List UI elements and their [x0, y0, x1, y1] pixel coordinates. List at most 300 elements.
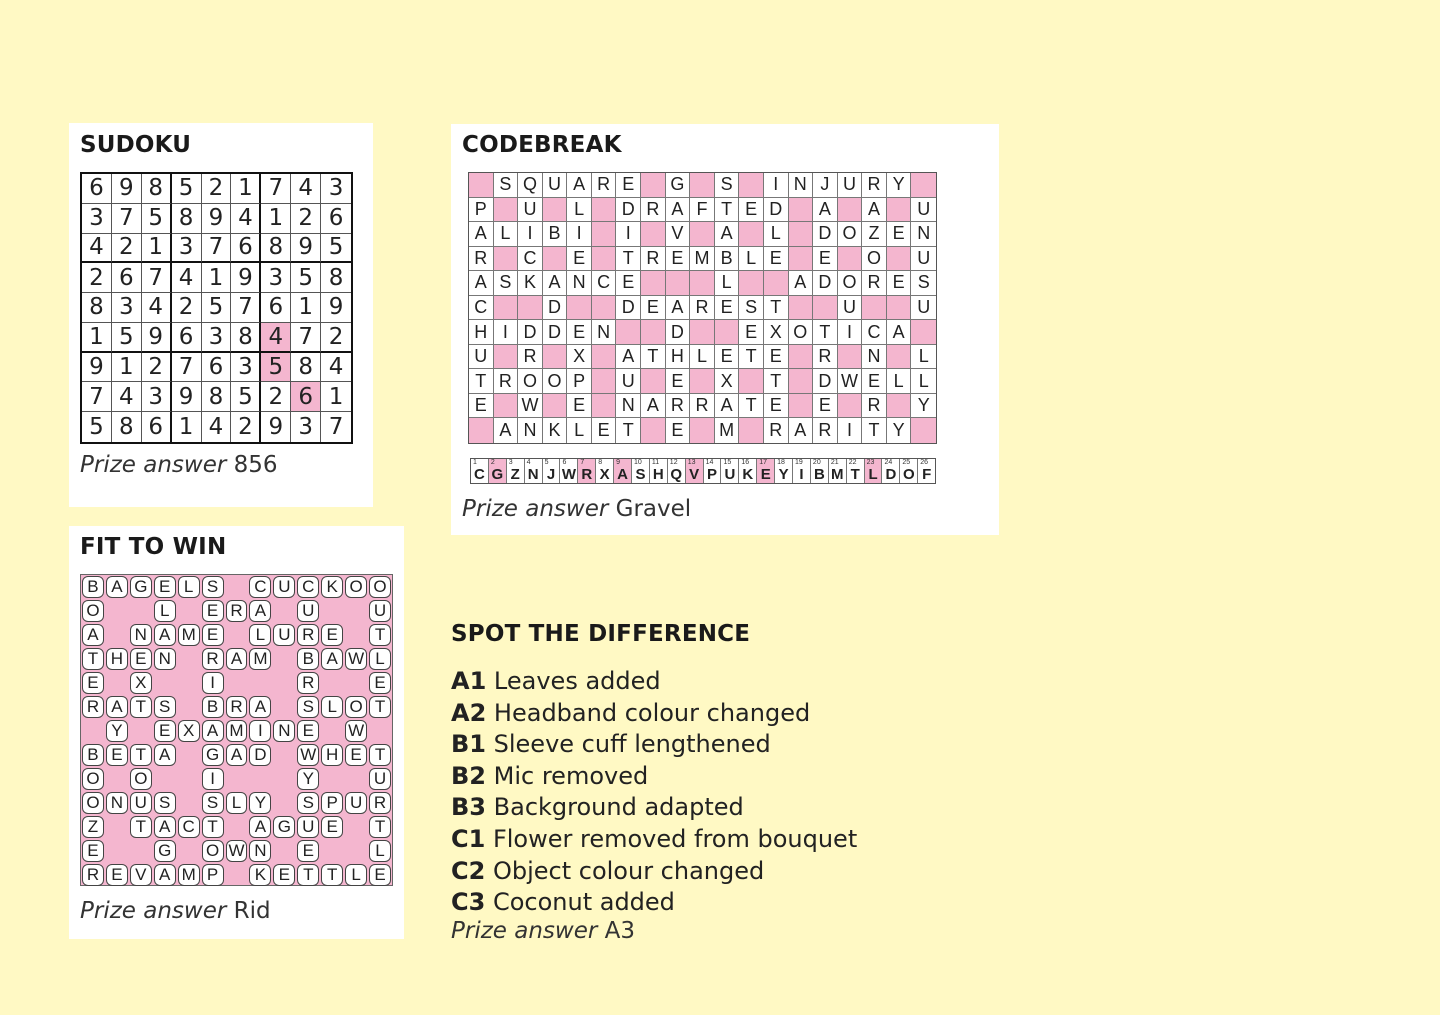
- codebreak-cell: M: [690, 247, 715, 272]
- fit-to-win-cell: R: [297, 624, 319, 646]
- fit-to-win-cell: B: [297, 648, 319, 670]
- spot-difference-code: C2: [451, 856, 486, 885]
- codebreak-key-letter: M: [831, 466, 844, 483]
- sudoku-cell: 4: [82, 234, 112, 264]
- codebreak-block: [641, 173, 666, 198]
- fit-to-win-block: [272, 743, 296, 767]
- sudoku-cell: 2: [231, 412, 261, 442]
- codebreak-cell: S: [739, 296, 764, 321]
- codebreak-block: [887, 394, 912, 419]
- fit-to-win-cell: C: [178, 816, 200, 838]
- sudoku-cell: 7: [231, 293, 261, 323]
- fit-to-win-cell: O: [345, 696, 367, 718]
- fit-to-win-cell: L: [345, 864, 367, 886]
- fit-to-win-cell: S: [202, 792, 224, 814]
- fit-to-win-cell: H: [106, 648, 128, 670]
- spot-difference-text: Coconut added: [492, 888, 675, 917]
- codebreak-key-letter: L: [868, 466, 878, 483]
- fit-to-win-cell: C: [297, 576, 319, 598]
- codebreak-cell: B: [543, 222, 568, 247]
- codebreak-cell: U: [838, 296, 863, 321]
- codebreak-grid: [468, 172, 937, 444]
- codebreak-key-letter: D: [885, 466, 897, 483]
- codebreak-cell: P: [469, 198, 494, 223]
- codebreak-cell: U: [911, 198, 936, 223]
- codebreak-cell: D: [813, 369, 838, 394]
- sudoku-cell: 4: [172, 263, 202, 293]
- codebreak-cell: D: [616, 296, 641, 321]
- codebreak-block: [739, 418, 764, 443]
- codebreak-key-letter: P: [707, 466, 718, 483]
- fit-to-win-block: [225, 575, 249, 599]
- spot-difference-code: B1: [451, 730, 486, 759]
- codebreak-block: [469, 173, 494, 198]
- sudoku-cell: 4: [321, 353, 351, 383]
- fit-to-win-block: [225, 623, 249, 647]
- codebreak-cell: O: [862, 247, 887, 272]
- codebreak-block: [739, 369, 764, 394]
- codebreak-cell: A: [616, 345, 641, 370]
- fit-to-win-cell: H: [321, 744, 343, 766]
- codebreak-key-letter: U: [724, 466, 736, 483]
- codebreak-key-letter: H: [652, 466, 664, 483]
- codebreak-key-cell: [918, 459, 935, 483]
- spot-difference-item: [451, 887, 857, 919]
- fit-to-win-cell: T: [369, 624, 391, 646]
- codebreak-key-cell: [596, 459, 614, 483]
- codebreak-key-letter: O: [902, 466, 915, 483]
- fit-to-win-block: [272, 671, 296, 695]
- fit-to-win-block: [344, 815, 368, 839]
- codebreak-cell: X: [567, 345, 592, 370]
- sudoku-cell: 5: [231, 382, 261, 412]
- sudoku-cell: 8: [321, 263, 351, 293]
- codebreak-cell: T: [616, 247, 641, 272]
- codebreak-key-cell: [489, 459, 507, 483]
- sudoku-cell: 1: [172, 412, 202, 442]
- sudoku-cell: 8: [202, 382, 232, 412]
- fit-to-win-cell: W: [297, 744, 319, 766]
- codebreak-cell: I: [616, 222, 641, 247]
- codebreak-cell: Y: [911, 394, 936, 419]
- sudoku-cell: 2: [261, 382, 291, 412]
- codebreak-key-cell: [525, 459, 543, 483]
- codebreak-block: [592, 296, 617, 321]
- fit-to-win-cell: L: [321, 696, 343, 718]
- codebreak-cell: E: [764, 345, 789, 370]
- codebreak-cell: E: [715, 296, 740, 321]
- codebreak-block: [813, 296, 838, 321]
- fit-to-win-cell: T: [369, 816, 391, 838]
- codebreak-key-number: 24: [884, 459, 893, 466]
- spot-difference-text: Headband colour changed: [493, 698, 811, 727]
- codebreak-key-number: 12: [669, 459, 678, 466]
- sudoku-title: SUDOKU: [80, 132, 192, 158]
- codebreak-cell: E: [739, 198, 764, 223]
- sudoku-cell: 8: [142, 174, 172, 204]
- fit-to-win-cell: N: [106, 792, 128, 814]
- codebreak-key-cell: [507, 459, 525, 483]
- codebreak-key-letter: V: [689, 466, 700, 483]
- fit-to-win-cell: Z: [82, 816, 104, 838]
- codebreak-cell: K: [543, 418, 568, 443]
- fit-to-win-cell: T: [297, 864, 319, 886]
- codebreak-block: [690, 369, 715, 394]
- sudoku-cell: 2: [112, 234, 142, 264]
- codebreak-cell: E: [567, 394, 592, 419]
- codebreak-block: [543, 345, 568, 370]
- spot-difference-item: [451, 761, 857, 793]
- codebreak-block: [887, 247, 912, 272]
- codebreak-cell: N: [592, 320, 617, 345]
- codebreak-key-cell: [686, 459, 704, 483]
- codebreak-key-letter: B: [813, 466, 825, 483]
- codebreak-cell: L: [887, 369, 912, 394]
- codebreak-block: [543, 247, 568, 272]
- codebreak-cell: A: [789, 271, 814, 296]
- codebreak-block: [887, 345, 912, 370]
- codebreak-block: [690, 418, 715, 443]
- codebreak-cell: U: [911, 247, 936, 272]
- codebreak-cell: P: [567, 369, 592, 394]
- fit-to-win-block: [177, 839, 201, 863]
- sudoku-cell: 3: [112, 293, 142, 323]
- fit-to-win-block: [272, 767, 296, 791]
- codebreak-cell: A: [789, 418, 814, 443]
- codebreak-cell: L: [764, 222, 789, 247]
- fit-to-win-title: FIT TO WIN: [80, 534, 227, 560]
- fit-to-win-cell: S: [154, 792, 176, 814]
- codebreak-cell: O: [838, 271, 863, 296]
- codebreak-cell: O: [789, 320, 814, 345]
- codebreak-cell: V: [666, 222, 691, 247]
- codebreak-key-number: 22: [848, 459, 857, 466]
- codebreak-cell: N: [789, 173, 814, 198]
- sudoku-cell: 4: [202, 412, 232, 442]
- spot-difference-code: B3: [451, 793, 486, 822]
- codebreak-key-number: 20: [812, 459, 821, 466]
- codebreak-cell: L: [739, 247, 764, 272]
- fit-to-win-cell: E: [369, 864, 391, 886]
- codebreak-key-letter: A: [617, 466, 628, 483]
- codebreak-key-number: 9: [616, 459, 621, 466]
- codebreak-block: [911, 320, 936, 345]
- sudoku-cell: 5: [172, 174, 202, 204]
- fit-to-win-block: [129, 719, 153, 743]
- fit-to-win-cell: E: [369, 672, 391, 694]
- sudoku-cell: 6: [82, 174, 112, 204]
- codebreak-cell: R: [690, 296, 715, 321]
- fit-to-win-cell: U: [369, 768, 391, 790]
- spot-difference-text: Background adapted: [493, 793, 744, 822]
- fit-to-win-cell: T: [130, 744, 152, 766]
- codebreak-block: [739, 222, 764, 247]
- codebreak-cell: C: [518, 247, 543, 272]
- fit-to-win-block: [320, 599, 344, 623]
- codebreak-cell: T: [715, 198, 740, 223]
- sudoku-cell: 4: [112, 382, 142, 412]
- codebreak-key-number: 15: [723, 459, 732, 466]
- codebreak-cell: R: [862, 271, 887, 296]
- sudoku-cell: 6: [291, 382, 321, 412]
- fit-to-win-cell: E: [297, 840, 319, 862]
- codebreak-cell: A: [813, 198, 838, 223]
- codebreak-key-letter: F: [922, 466, 932, 483]
- codebreak-cell: E: [887, 222, 912, 247]
- codebreak-cell: S: [715, 173, 740, 198]
- codebreak-cell: R: [862, 394, 887, 419]
- sudoku-cell: 5: [82, 412, 112, 442]
- codebreak-cell: T: [764, 296, 789, 321]
- fit-to-win-cell: E: [273, 864, 295, 886]
- fit-to-win-block: [320, 839, 344, 863]
- sudoku-cell: 1: [112, 353, 142, 383]
- codebreak-panel: [451, 124, 999, 535]
- codebreak-cell: A: [715, 394, 740, 419]
- fit-to-win-cell: R: [202, 648, 224, 670]
- fit-to-win-cell: U: [297, 816, 319, 838]
- codebreak-block: [592, 198, 617, 223]
- codebreak-key-number: 18: [777, 459, 785, 466]
- codebreak-key-letter: G: [491, 466, 504, 483]
- fit-to-win-cell: O: [345, 576, 367, 598]
- codebreak-cell: L: [690, 345, 715, 370]
- codebreak-key-letter: E: [760, 466, 771, 483]
- codebreak-cell: C: [862, 320, 887, 345]
- codebreak-block: [911, 173, 936, 198]
- fit-to-win-cell: M: [226, 720, 248, 742]
- codebreak-cell: H: [666, 345, 691, 370]
- codebreak-key-number: 10: [634, 459, 642, 466]
- fit-to-win-block: [368, 719, 392, 743]
- codebreak-cell: R: [813, 345, 838, 370]
- sudoku-cell: 3: [82, 204, 112, 234]
- fit-to-win-block: [344, 671, 368, 695]
- fit-to-win-block: [272, 647, 296, 671]
- fit-to-win-cell: S: [202, 576, 224, 598]
- codebreak-key-letter: R: [581, 466, 593, 483]
- codebreak-cell: L: [567, 418, 592, 443]
- sudoku-cell: 3: [291, 412, 321, 442]
- sudoku-cell: 2: [202, 174, 232, 204]
- fit-to-win-block: [344, 623, 368, 647]
- fit-to-win-block: [105, 671, 129, 695]
- codebreak-block: [789, 369, 814, 394]
- codebreak-key-letter: K: [742, 466, 754, 483]
- codebreak-cell: I: [567, 222, 592, 247]
- codebreak-cell: S: [494, 271, 519, 296]
- fit-to-win-cell: U: [273, 576, 295, 598]
- codebreak-cell: E: [666, 247, 691, 272]
- sudoku-cell: 3: [172, 234, 202, 264]
- sudoku-cell: 5: [321, 234, 351, 264]
- fit-to-win-block: [320, 719, 344, 743]
- fit-to-win-cell: O: [82, 768, 104, 790]
- codebreak-block: [494, 198, 519, 223]
- fit-to-win-block: [105, 839, 129, 863]
- codebreak-block: [739, 271, 764, 296]
- fit-to-win-block: [320, 671, 344, 695]
- codebreak-cell: I: [494, 320, 519, 345]
- codebreak-cell: E: [469, 394, 494, 419]
- codebreak-cell: A: [715, 222, 740, 247]
- codebreak-cell: M: [715, 418, 740, 443]
- codebreak-cell: S: [494, 173, 519, 198]
- codebreak-cell: E: [813, 394, 838, 419]
- fit-to-win-block: [105, 767, 129, 791]
- sudoku-cell: 6: [112, 263, 142, 293]
- codebreak-cell: N: [911, 222, 936, 247]
- fit-to-win-cell: E: [82, 840, 104, 862]
- fit-to-win-block: [153, 671, 177, 695]
- codebreak-block: [789, 345, 814, 370]
- fit-to-win-cell: B: [82, 744, 104, 766]
- codebreak-block: [592, 394, 617, 419]
- codebreak-cell: A: [469, 222, 494, 247]
- codebreak-cell: O: [518, 369, 543, 394]
- codebreak-cell: R: [641, 247, 666, 272]
- codebreak-cell: A: [641, 394, 666, 419]
- codebreak-key-cell: [882, 459, 900, 483]
- codebreak-key-letter: T: [850, 466, 860, 483]
- spot-difference-code: C1: [451, 824, 486, 853]
- codebreak-cell: E: [567, 320, 592, 345]
- fit-to-win-cell: T: [82, 648, 104, 670]
- fit-to-win-cell: E: [130, 648, 152, 670]
- fit-to-win-cell: N: [154, 648, 176, 670]
- codebreak-key-number: 23: [866, 459, 875, 466]
- codebreak-cell: T: [641, 345, 666, 370]
- fit-to-win-cell: B: [202, 696, 224, 718]
- codebreak-cell: D: [616, 198, 641, 223]
- codebreak-key-number: 1: [473, 459, 477, 466]
- fit-to-win-cell: B: [82, 576, 104, 598]
- fit-to-win-cell: A: [154, 816, 176, 838]
- fit-to-win-cell: M: [249, 648, 271, 670]
- codebreak-block: [543, 198, 568, 223]
- sudoku-cell: 1: [291, 293, 321, 323]
- codebreak-cell: R: [641, 198, 666, 223]
- codebreak-block: [592, 247, 617, 272]
- sudoku-cell: 7: [291, 323, 321, 353]
- codebreak-cell: G: [666, 173, 691, 198]
- fit-to-win-cell: G: [130, 576, 152, 598]
- fit-to-win-block: [225, 863, 249, 887]
- sudoku-cell: 1: [261, 204, 291, 234]
- codebreak-cell: F: [690, 198, 715, 223]
- spot-difference-item: [451, 792, 857, 824]
- sudoku-cell: 3: [231, 353, 261, 383]
- fit-to-win-cell: L: [369, 840, 391, 862]
- fit-to-win-block: [344, 599, 368, 623]
- fit-to-win-cell: O: [202, 840, 224, 862]
- codebreak-block: [838, 394, 863, 419]
- codebreak-key-cell: [578, 459, 596, 483]
- spot-difference-title: SPOT THE DIFFERENCE: [451, 621, 751, 647]
- codebreak-cell: X: [764, 320, 789, 345]
- codebreak-cell: L: [715, 271, 740, 296]
- codebreak-key-number: 8: [598, 459, 603, 466]
- fit-to-win-cell: E: [82, 672, 104, 694]
- fit-to-win-cell: U: [369, 600, 391, 622]
- fit-to-win-cell: A: [226, 648, 248, 670]
- fit-to-win-block: [105, 815, 129, 839]
- codebreak-cell: E: [764, 394, 789, 419]
- fit-to-win-cell: G: [154, 840, 176, 862]
- fit-to-win-block: [177, 767, 201, 791]
- codebreak-block: [567, 296, 592, 321]
- fit-to-win-cell: N: [273, 720, 295, 742]
- fit-to-win-block: [105, 599, 129, 623]
- codebreak-cell: T: [616, 418, 641, 443]
- fit-to-win-cell: E: [106, 744, 128, 766]
- codebreak-cell: E: [616, 173, 641, 198]
- fit-to-win-cell: G: [202, 744, 224, 766]
- codebreak-cell: U: [469, 345, 494, 370]
- sudoku-cell: 4: [231, 204, 261, 234]
- fit-to-win-cell: L: [226, 792, 248, 814]
- fit-to-win-cell: I: [202, 768, 224, 790]
- fit-to-win-cell: N: [249, 840, 271, 862]
- codebreak-cell: D: [764, 198, 789, 223]
- codebreak-key-number: 19: [795, 459, 803, 466]
- codebreak-cell: R: [690, 394, 715, 419]
- fit-to-win-cell: T: [130, 816, 152, 838]
- fit-to-win-cell: X: [178, 720, 200, 742]
- codebreak-cell: A: [887, 320, 912, 345]
- codebreak-cell: T: [764, 369, 789, 394]
- codebreak-cell: R: [518, 345, 543, 370]
- codebreak-key-number: 13: [687, 459, 696, 466]
- codebreak-cell: U: [518, 198, 543, 223]
- sudoku-cell: 9: [112, 174, 142, 204]
- codebreak-cell: T: [739, 394, 764, 419]
- codebreak-block: [592, 369, 617, 394]
- codebreak-block: [494, 247, 519, 272]
- codebreak-key-letter: C: [474, 466, 485, 483]
- fit-to-win-cell: E: [202, 624, 224, 646]
- codebreak-key-cell: [704, 459, 722, 483]
- codebreak-key-cell: [632, 459, 650, 483]
- fit-to-win-block: [105, 623, 129, 647]
- sudoku-cell: 5: [202, 293, 232, 323]
- codebreak-key-number: 4: [526, 459, 531, 466]
- codebreak-block: [887, 198, 912, 223]
- spot-difference-code: C3: [451, 888, 486, 917]
- fit-to-win-cell: O: [82, 600, 104, 622]
- codebreak-cell: D: [543, 296, 568, 321]
- codebreak-block: [469, 418, 494, 443]
- fit-to-win-cell: E: [154, 720, 176, 742]
- fit-to-win-cell: T: [202, 816, 224, 838]
- fit-to-win-cell: A: [82, 624, 104, 646]
- sudoku-cell: 5: [112, 323, 142, 353]
- sudoku-cell: 3: [202, 323, 232, 353]
- codebreak-cell: E: [862, 369, 887, 394]
- fit-to-win-block: [320, 767, 344, 791]
- codebreak-cell: U: [616, 369, 641, 394]
- fit-to-win-block: [129, 599, 153, 623]
- fit-to-win-block: [344, 767, 368, 791]
- sudoku-cell: 1: [202, 263, 232, 293]
- codebreak-cell: L: [567, 198, 592, 223]
- codebreak-key-letter: X: [599, 466, 610, 483]
- spot-difference-item: [451, 729, 857, 761]
- codebreak-cell: A: [567, 173, 592, 198]
- fit-to-win-cell: E: [321, 816, 343, 838]
- fit-to-win-cell: T: [369, 744, 391, 766]
- fit-to-win-block: [177, 743, 201, 767]
